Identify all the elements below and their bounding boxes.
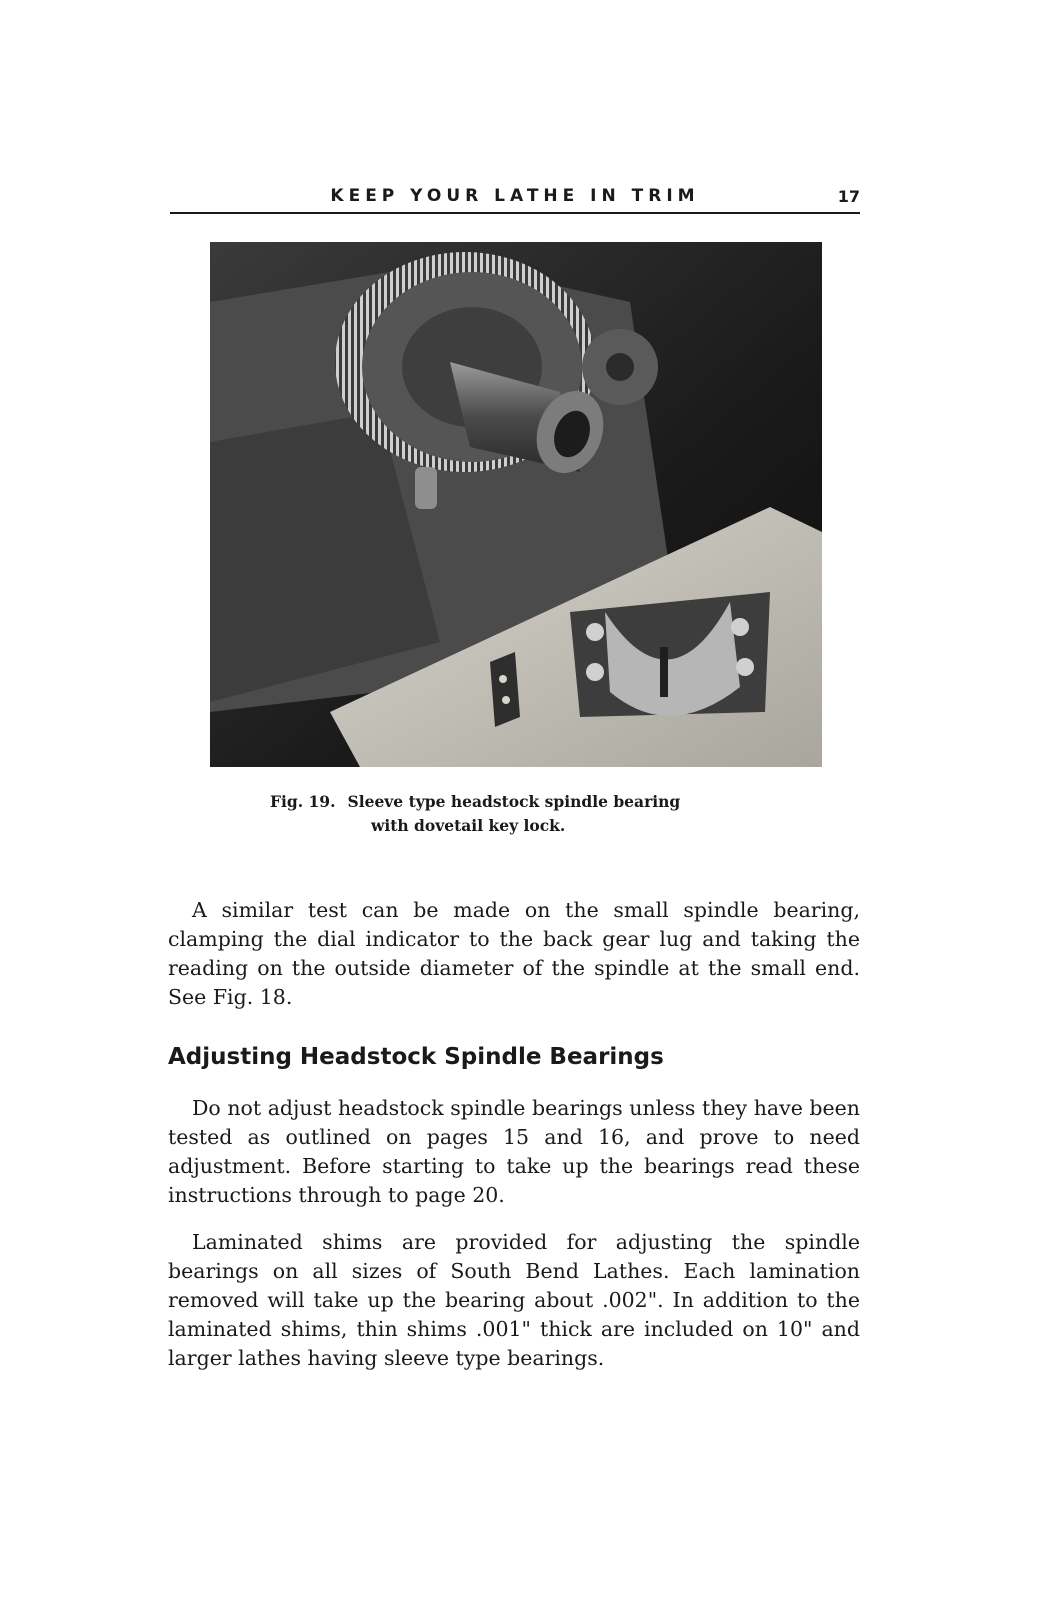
section-heading: Adjusting Headstock Spindle Bearings (168, 1044, 664, 1070)
caption-text-2: with dovetail key lock. (371, 816, 566, 835)
page-number: 17 (837, 187, 860, 206)
figure-caption (270, 790, 790, 838)
paragraph-3: Laminated shims are provided for adjusting the spindle bearings on all sizes of South Bend Lathes. Each lamination removed will take up the bearing about .002". In addition to the laminated shims, thin shims .001" thick are included on 10" and larger lathes having sleeve type bearings. (168, 1230, 860, 1370)
caption-text-1: Sleeve type headstock spindle bearing (347, 792, 681, 811)
paragraph-1: A similar test can be made on the small spindle bearing, clamping the dial indicator to the back gear lug and taking the reading on the outside diameter of the spindle at the small end. See Fig. 18. (168, 898, 860, 1009)
running-title: KEEP YOUR LATHE IN TRIM (330, 186, 700, 206)
figure-label: Fig. 19. (270, 792, 336, 811)
figure-photo (210, 242, 822, 767)
lathe-headstock-photo (210, 242, 822, 767)
running-head (170, 182, 860, 214)
caption-line-1 (270, 790, 790, 814)
paragraph-2: Do not adjust headstock spindle bearings unless they have been tested as outlined on pages 15 and 16, and prove to need adjustment. Before starting to take up the bearings read these instructions through to page 20. (168, 1096, 860, 1207)
